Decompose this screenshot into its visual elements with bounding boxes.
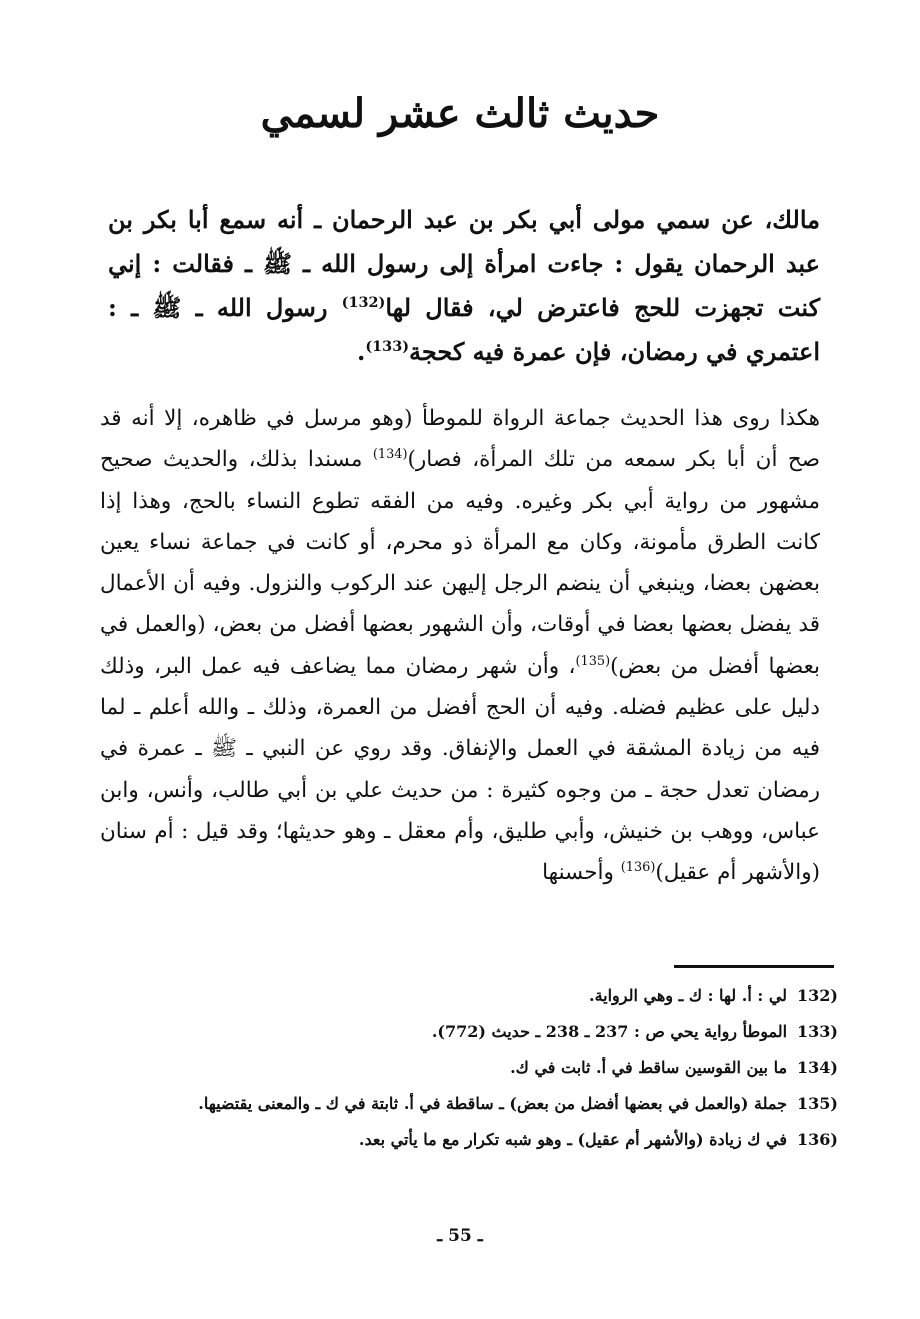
chapter-title: حديث ثالث عشر لسمي (260, 90, 660, 137)
footnote-ref-134: (134) (372, 447, 408, 463)
hadith-text (108, 198, 820, 374)
hadith-text-part1: مالك، عن سمي مولى أبي بكر بن عبد الرحمان ـ أنه سمع أبا بكر بن عبد الرحمان يقول : جاءت امرأة إلى رسول الله ـ ﷺ ـ فقالت : إني كنت تجهزت للحج فاعترض لي، فقال لها (108, 205, 820, 322)
footnote-text: الموطأ رواية يحي ص : 237 ـ 238 ـ حديث (772). (431, 1022, 788, 1041)
footnote-ref-133: (133) (365, 338, 410, 355)
footnote-ref-132: (132) (341, 294, 386, 311)
footnote-item (80, 1122, 838, 1158)
footnote-number: 133) (797, 1022, 838, 1041)
footnote-number: 136) (797, 1130, 838, 1149)
footnote-divider (674, 965, 834, 968)
hadith-text-part2: رسول الله ـ ﷺ ـ : اعتمري في رمضان، فإن عمرة فيه كحجة (108, 293, 820, 366)
hadith-text-part3: . (357, 337, 366, 366)
footnote-number: 132) (797, 986, 838, 1005)
commentary-part3: ، وأن شهر رمضان مما يضاعف فيه عمل البر، وذلك دليل على عظيم فضله. وفيه أن الحج أفضل من العمرة، وذلك ـ والله أعلم ـ لما فيه من زيادة المشقة في العمل والإنفاق. وقد روي عن النبي ـ ﷺ ـ عمرة في رمضان تعدل حجة ـ من وجوه كثيرة : من حديث علي بن أبي طالب، وأنس، وابن عباس، ووهب بن خنيش، وأبي طليق، وأم معقل ـ وهو حديثها؛ وقد قيل : أم سنان (والأشهر أم عقيل) (100, 653, 820, 886)
footnote-item (80, 978, 838, 1014)
commentary-part2: مسندا بذلك، والحديث صحيح مشهور من رواية أبي بكر وغيره. وفيه من الفقه تطوع النساء بالحج، وهذا إذا كانت الطرق مأمونة، وكان مع المرأة ذو محرم، أو كانت في جماعة نساء يعين بعضهن بعضا، وينبغي أن ينضم الرجل إليهن عند الركوب والنزول. وفيه أن الأعمال قد يفضل بعضها بعضا في أوقات، وأن الشهور بعضها أفضل من بعض، (والعمل في بعضها أفضل من بعض) (100, 447, 820, 679)
page-number: ـ 55 ـ (437, 1226, 483, 1246)
footnote-ref-135: (135) (575, 653, 611, 669)
footnote-ref-136: (136) (620, 860, 656, 876)
footnote-text: ما بين القوسين ساقط في أ. ثابت في ك. (510, 1058, 788, 1077)
commentary-part4: وأحسنها (542, 860, 621, 886)
footnote-number: 134) (797, 1058, 838, 1077)
footnote-text: جملة (والعمل في بعضها أفضل من بعض) ـ ساقطة في أ. ثابتة في ك ـ والمعنى يقتضيها. (198, 1094, 788, 1113)
commentary-part1: هكذا روى هذا الحديث جماعة الرواة للموطأ (وهو مرسل في ظاهره، إلا أنه قد صح أن أبا بكر سمعه من تلك المرأة، فصار) (100, 406, 821, 473)
commentary-text (100, 398, 820, 894)
footnote-item (80, 1086, 838, 1122)
footnote-text: في ك زيادة (والأشهر أم عقيل) ـ وهو شبه تكرار مع ما يأتي بعد. (358, 1130, 788, 1149)
footnote-number: 135) (797, 1094, 838, 1113)
footnote-item (80, 1014, 838, 1050)
footnote-item (80, 1050, 838, 1086)
footnote-text: لي : أ. لها : ك ـ وهي الرواية. (589, 986, 788, 1005)
footnotes-list (80, 978, 838, 1158)
